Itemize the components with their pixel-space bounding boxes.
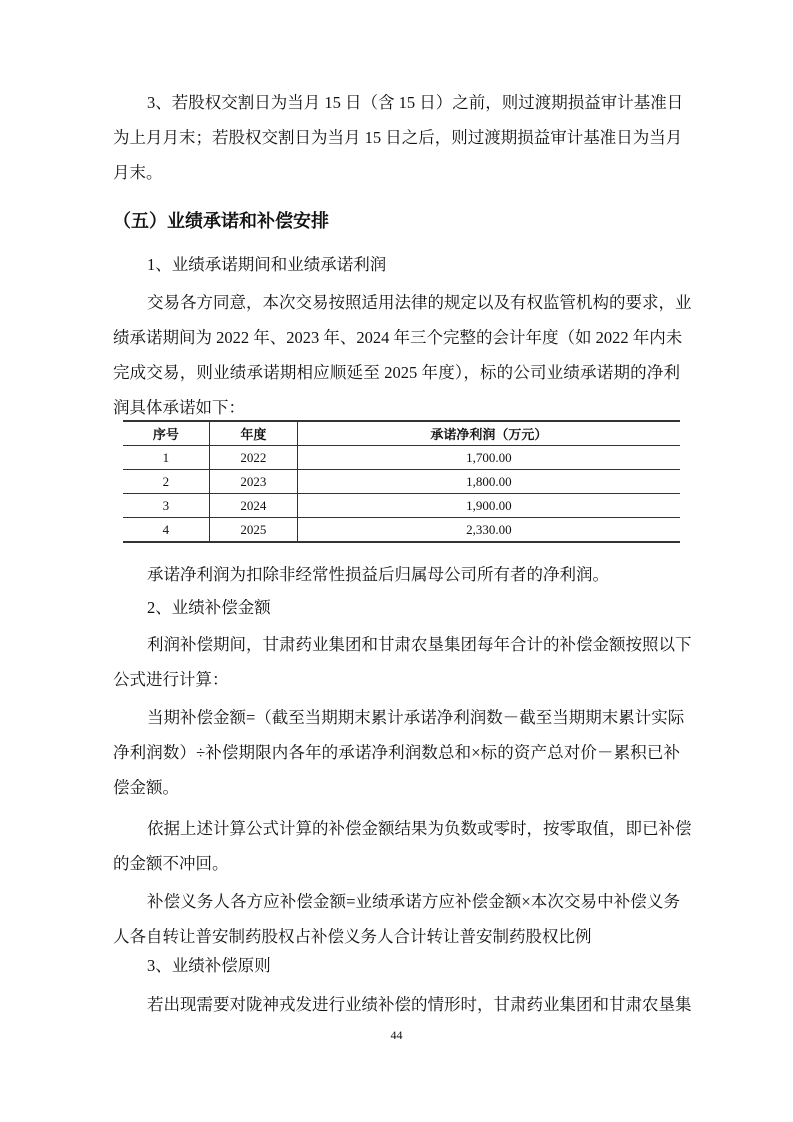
page-number: 44 <box>390 1028 403 1042</box>
text-line: 完成交易，则业绩承诺期相应顺延至 2025 年度），标的公司业绩承诺期的净利 <box>113 363 680 382</box>
cell-profit: 2,330.00 <box>297 518 680 543</box>
subheading-text: 3、业绩补偿原则 <box>147 956 271 975</box>
cell-year: 2024 <box>209 494 297 518</box>
text-line: 偿金额。 <box>113 778 179 797</box>
paragraph-compensation-period <box>113 627 692 697</box>
subheading-text: 2、业绩补偿金额 <box>147 598 271 617</box>
profit-commitment-table <box>123 420 680 543</box>
cell-profit: 1,800.00 <box>297 470 680 494</box>
table-row <box>123 494 680 518</box>
cell-index: 3 <box>123 494 209 518</box>
text-line: 公式进行计算： <box>113 670 229 689</box>
text-line: 为上月月末；若股权交割日为当月 15 日之后，则过渡期损益审计基准日为当月 <box>113 128 683 147</box>
text-line: 净利润数）÷补偿期限内各年的承诺净利润数总和×标的资产总对价－累积已补 <box>113 743 680 762</box>
table-header-row <box>123 421 680 446</box>
cell-index: 1 <box>123 446 209 470</box>
cell-year: 2022 <box>209 446 297 470</box>
paragraph-negative-rule <box>113 811 692 881</box>
text-line: 补偿义务人各方应补偿金额=业绩承诺方应补偿金额×本次交易中补偿义务 <box>147 892 680 911</box>
paragraph-commitment <box>113 285 692 425</box>
text-line: 依据上述计算公式计算的补偿金额结果为负数或零时，按零取值，即已补偿 <box>147 819 692 838</box>
text-line: 若出现需要对陇神戎发进行业绩补偿的情形时，甘肃药业集团和甘肃农垦集 <box>147 995 692 1014</box>
cell-year: 2023 <box>209 470 297 494</box>
table-row <box>123 518 680 543</box>
subheading-text: 1、业绩承诺期间和业绩承诺利润 <box>147 255 387 274</box>
subheading-commitment-period <box>113 247 680 282</box>
header-year: 年度 <box>209 421 297 446</box>
cell-profit: 1,700.00 <box>297 446 680 470</box>
cell-profit: 1,900.00 <box>297 494 680 518</box>
paragraph-profit-definition <box>113 557 680 592</box>
text-line: 当期补偿金额=（截至当期期末累计承诺净利润数－截至当期期末累计实际 <box>147 708 685 727</box>
paragraph-principle <box>113 987 692 1022</box>
text-line: 人各自转让普安制药股权占补偿义务人合计转让普安制药股权比例 <box>113 927 592 946</box>
header-profit: 承诺净利润（万元） <box>297 421 680 446</box>
section-heading: （五）业绩承诺和补偿安排 <box>113 211 329 232</box>
text-line: 3、若股权交割日为当月 15 日（含 15 日）之前，则过渡期损益审计基准日 <box>147 93 684 112</box>
cell-index: 2 <box>123 470 209 494</box>
header-index: 序号 <box>123 421 209 446</box>
text-line: 月末。 <box>113 163 163 182</box>
cell-index: 4 <box>123 518 209 543</box>
paragraph-party-allocation <box>113 884 680 954</box>
paragraph-transition-audit <box>113 85 684 190</box>
text-line: 承诺净利润为扣除非经常性损益后归属母公司所有者的净利润。 <box>147 565 609 584</box>
table-row <box>123 446 680 470</box>
table-row <box>123 470 680 494</box>
subheading-compensation-principle <box>113 948 680 983</box>
text-line: 利润补偿期间，甘肃药业集团和甘肃农垦集团每年合计的补偿金额按照以下 <box>147 635 692 654</box>
text-line: 交易各方同意，本次交易按照适用法律的规定以及有权监管机构的要求，业 <box>147 293 692 312</box>
cell-year: 2025 <box>209 518 297 543</box>
subheading-compensation-amount <box>113 590 680 625</box>
text-line: 绩承诺期间为 2022 年、2023 年、2024 年三个完整的会计年度（如 2022 年内未 <box>113 328 683 347</box>
text-line: 润具体承诺如下： <box>113 398 245 417</box>
text-line: 的金额不冲回。 <box>113 854 229 873</box>
paragraph-formula <box>113 700 685 805</box>
